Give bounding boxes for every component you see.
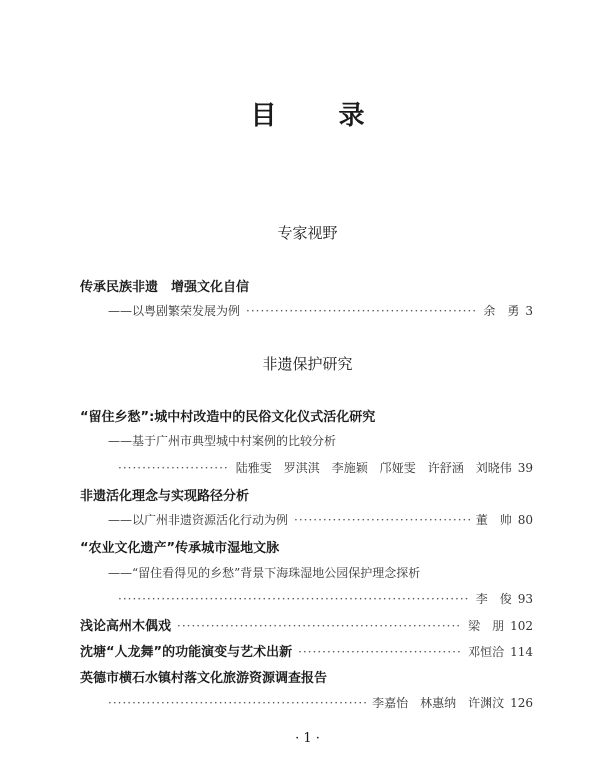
section-title-heritage-research: 非遗保护研究 [262,355,353,373]
page-number: · 1 · [295,731,320,746]
toc-entry-authorline[interactable] [108,694,533,711]
section-title-expert-view: 专家视野 [277,224,338,242]
toc-entry-subline[interactable] [108,511,533,528]
toc-entry-page: 93 [517,592,533,606]
leader-dots [294,513,470,527]
toc-entry-subtitle: ——“留住看得见的乡愁”背景下海珠湿地公园保护理念探析 [108,566,421,580]
toc-entry-authorline[interactable] [118,590,533,607]
toc-entry-subtitle: ——基于广州市典型城中村案例的比较分析 [108,434,337,448]
toc-entry-authors: 梁 朋 [468,619,505,633]
toc-entry-subline [108,432,336,449]
toc-entry-page: 39 [517,461,533,475]
toc-entry-title[interactable]: 非遗活化理念与实现路径分析 [80,489,250,504]
page-title: 目录 [250,101,427,131]
toc-entry-page: 3 [525,304,533,318]
toc-entry-authors: 邓恒洽 [468,645,505,659]
toc-entry-title[interactable]: “留住乡愁”:城中村改造中的民俗文化仪式活化研究 [80,410,376,425]
leader-dots [108,696,366,710]
toc-entry-title[interactable]: “农业文化遗产”传承城市湿地文脉 [80,541,280,556]
toc-entry-title[interactable]: 英德市横石水镇村落文化旅游资源调查报告 [80,671,328,686]
toc-entry-authors: 陆雅雯 罗淇淇 李施颖 邝娅雯 许舒涵 刘晓伟 [235,461,512,475]
toc-entry-subtitle: ——以粤剧繁荣发展为例 [108,304,241,318]
toc-entry-subline[interactable] [108,302,533,319]
toc-entry-row[interactable] [80,641,533,660]
leader-dots [118,592,470,606]
toc-entry-authors: 董 帅 [475,513,512,527]
toc-entry-title: 沈塘“人龙舞”的功能演变与艺术出新 [80,645,293,660]
toc-entry-page: 126 [510,696,533,710]
leader-dots [246,304,477,318]
toc-entry-page: 114 [510,645,533,659]
leader-dots [118,461,230,475]
toc-entry-authors: 李嘉怡 林惠纳 许渊汶 [372,696,505,710]
toc-entry-authors: 余 勇 [483,304,520,318]
toc-entry-title[interactable]: 传承民族非遗 增强文化自信 [80,280,250,295]
toc-entry-subtitle: ——以广州非遗资源活化行动为例 [108,513,289,527]
toc-entry-page: 80 [517,513,533,527]
toc-entry-title: 浅论高州木偶戏 [80,619,172,634]
toc-entry-authors: 李 俊 [475,592,512,606]
toc-entry-page: 102 [510,619,533,633]
leader-dots [177,619,462,633]
leader-dots [298,645,462,659]
toc-entry-subline [108,564,420,581]
toc-entry-authorline[interactable] [118,459,533,476]
toc-entry-row[interactable] [80,615,533,634]
